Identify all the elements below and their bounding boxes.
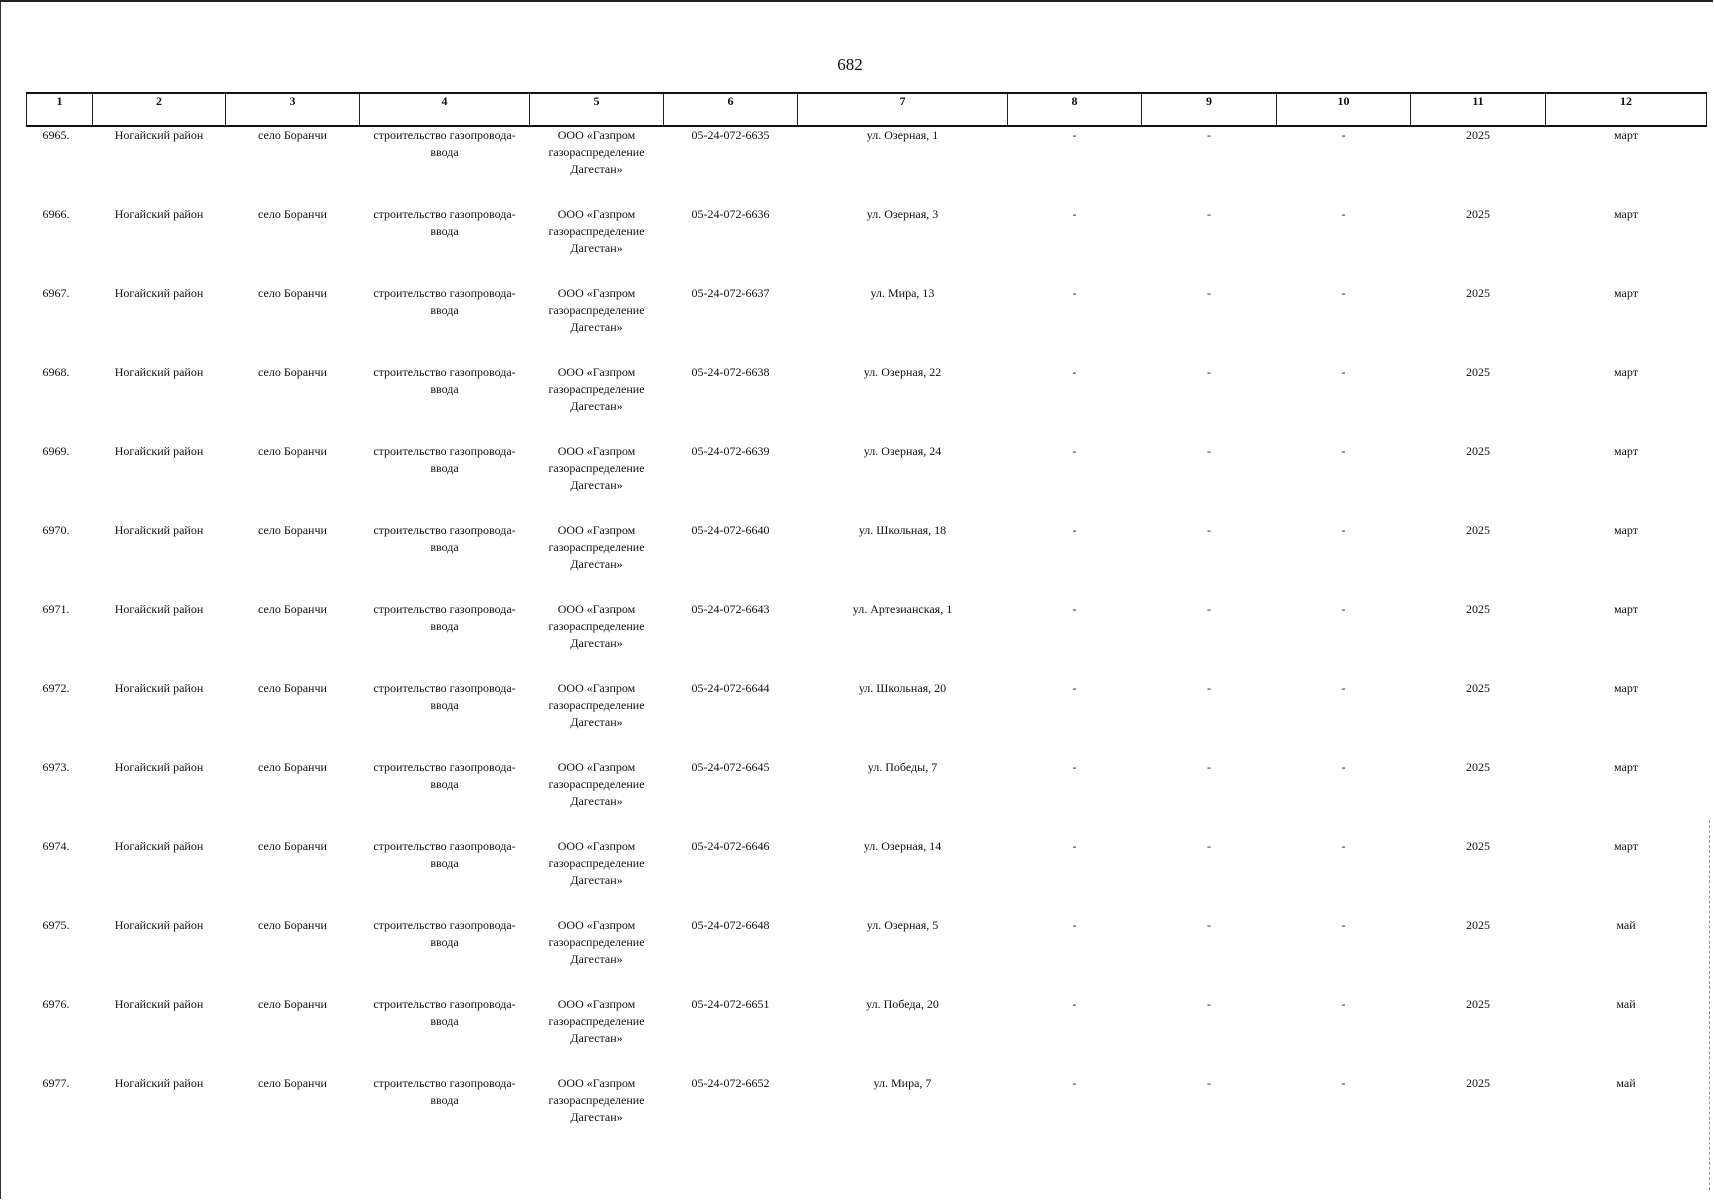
district-cell: Ногайский район	[114, 918, 204, 932]
row-number: 6971.	[42, 602, 70, 616]
village-cell: село Боранчи	[258, 760, 327, 774]
column-8-cell: -	[1072, 286, 1077, 300]
organization-cell: ООО «Газпром газораспределение Дагестан»	[548, 681, 645, 729]
object-code-cell: 05-24-072-6645	[691, 760, 770, 774]
address-cell: ул. Озерная, 1	[866, 128, 939, 142]
object-code-cell: 05-24-072-6652	[691, 1076, 770, 1090]
year-cell: 2025	[1466, 918, 1490, 932]
month-cell: март	[1614, 444, 1638, 458]
column-9-cell: -	[1207, 286, 1211, 300]
column-8-cell: -	[1072, 207, 1077, 221]
column-10-cell: -	[1341, 207, 1346, 221]
row-number: 6972.	[42, 681, 70, 695]
column-10-cell: -	[1341, 602, 1346, 616]
column-9-cell: -	[1207, 523, 1211, 537]
table-row	[27, 996, 1707, 1075]
work-type-cell: строительство газопровода-ввода	[373, 602, 516, 633]
organization-cell: ООО «Газпром газораспределение Дагестан»	[548, 760, 645, 808]
column-number-row	[27, 93, 1707, 126]
column-10-cell: -	[1341, 444, 1346, 458]
row-number: 6966.	[42, 207, 70, 221]
column-9-cell: -	[1207, 602, 1211, 616]
column-header: 11	[1411, 93, 1546, 126]
column-8-cell: -	[1072, 128, 1077, 142]
district-cell: Ногайский район	[114, 128, 204, 142]
column-8-cell: -	[1072, 839, 1077, 853]
month-cell: март	[1614, 523, 1638, 537]
object-code-cell: 05-24-072-6646	[691, 839, 770, 853]
village-cell: село Боранчи	[258, 602, 327, 616]
table-row	[27, 522, 1707, 601]
column-9-cell: -	[1207, 444, 1211, 458]
column-header: 12	[1546, 93, 1707, 126]
column-10-cell: -	[1341, 760, 1346, 774]
column-header: 3	[226, 93, 360, 126]
address-cell: ул. Озерная, 24	[863, 444, 942, 458]
month-cell: май	[1616, 997, 1636, 1011]
work-type-cell: строительство газопровода-ввода	[373, 997, 516, 1028]
row-number: 6977.	[42, 1076, 70, 1090]
column-header: 1	[27, 93, 93, 126]
month-cell: март	[1614, 286, 1638, 300]
column-9-cell: -	[1207, 918, 1211, 932]
table-row	[27, 838, 1707, 917]
district-cell: Ногайский район	[114, 365, 204, 379]
column-9-cell: -	[1207, 365, 1211, 379]
year-cell: 2025	[1466, 444, 1490, 458]
district-cell: Ногайский район	[114, 207, 204, 221]
village-cell: село Боранчи	[258, 918, 327, 932]
object-code-cell: 05-24-072-6637	[691, 286, 770, 300]
object-code-cell: 05-24-072-6640	[691, 523, 770, 537]
village-cell: село Боранчи	[258, 365, 327, 379]
village-cell: село Боранчи	[258, 444, 327, 458]
object-code-cell: 05-24-072-6643	[691, 602, 770, 616]
village-cell: село Боранчи	[258, 839, 327, 853]
column-8-cell: -	[1072, 997, 1077, 1011]
work-type-cell: строительство газопровода-ввода	[373, 207, 516, 238]
column-header: 8	[1008, 93, 1142, 126]
row-number: 6970.	[42, 523, 70, 537]
row-number: 6974.	[42, 839, 70, 853]
month-cell: май	[1616, 918, 1636, 932]
object-code-cell: 05-24-072-6635	[691, 128, 770, 142]
organization-cell: ООО «Газпром газораспределение Дагестан»	[548, 1076, 645, 1124]
address-cell: ул. Артезианская, 1	[852, 602, 953, 616]
row-number: 6967.	[42, 286, 70, 300]
village-cell: село Боранчи	[258, 681, 327, 695]
column-header: 10	[1277, 93, 1411, 126]
row-number: 6975.	[42, 918, 70, 932]
column-10-cell: -	[1341, 128, 1346, 142]
district-cell: Ногайский район	[114, 523, 204, 537]
table-row	[27, 759, 1707, 838]
address-cell: ул. Озерная, 14	[863, 839, 942, 853]
year-cell: 2025	[1466, 286, 1490, 300]
table-row	[27, 285, 1707, 364]
table-row	[27, 601, 1707, 680]
district-cell: Ногайский район	[114, 681, 204, 695]
district-cell: Ногайский район	[114, 839, 204, 853]
year-cell: 2025	[1466, 760, 1490, 774]
month-cell: март	[1614, 681, 1638, 695]
month-cell: май	[1616, 1076, 1636, 1090]
column-8-cell: -	[1072, 918, 1077, 932]
table-row	[27, 126, 1707, 206]
organization-cell: ООО «Газпром газораспределение Дагестан»	[548, 997, 645, 1045]
organization-cell: ООО «Газпром газораспределение Дагестан»	[548, 128, 645, 176]
month-cell: март	[1614, 365, 1638, 379]
column-10-cell: -	[1341, 1076, 1346, 1090]
table-row	[27, 364, 1707, 443]
object-code-cell: 05-24-072-6644	[691, 681, 770, 695]
village-cell: село Боранчи	[258, 128, 327, 142]
work-type-cell: строительство газопровода-ввода	[373, 128, 516, 159]
year-cell: 2025	[1466, 602, 1490, 616]
month-cell: март	[1614, 602, 1638, 616]
row-number: 6973.	[42, 760, 70, 774]
table-row	[27, 917, 1707, 996]
row-number: 6968.	[42, 365, 70, 379]
register-table	[26, 92, 1707, 1154]
column-10-cell: -	[1341, 286, 1346, 300]
organization-cell: ООО «Газпром газораспределение Дагестан»	[548, 918, 645, 966]
column-10-cell: -	[1341, 839, 1346, 853]
column-header: 5	[530, 93, 664, 126]
address-cell: ул. Озерная, 22	[863, 365, 942, 379]
village-cell: село Боранчи	[258, 207, 327, 221]
column-8-cell: -	[1072, 444, 1077, 458]
year-cell: 2025	[1466, 839, 1490, 853]
column-10-cell: -	[1341, 918, 1346, 932]
year-cell: 2025	[1466, 681, 1490, 695]
column-9-cell: -	[1207, 207, 1211, 221]
village-cell: село Боранчи	[258, 1076, 327, 1090]
address-cell: ул. Мира, 13	[870, 286, 935, 300]
organization-cell: ООО «Газпром газораспределение Дагестан»	[548, 839, 645, 887]
object-code-cell: 05-24-072-6636	[691, 207, 770, 221]
month-cell: март	[1614, 760, 1638, 774]
column-header: 6	[664, 93, 798, 126]
address-cell: ул. Озерная, 5	[866, 918, 939, 932]
village-cell: село Боранчи	[258, 997, 327, 1011]
organization-cell: ООО «Газпром газораспределение Дагестан»	[548, 207, 645, 255]
column-header: 7	[798, 93, 1008, 126]
column-8-cell: -	[1072, 523, 1077, 537]
organization-cell: ООО «Газпром газораспределение Дагестан»	[548, 602, 645, 650]
month-cell: март	[1614, 128, 1638, 142]
work-type-cell: строительство газопровода-ввода	[373, 839, 516, 870]
column-header: 4	[360, 93, 530, 126]
work-type-cell: строительство газопровода-ввода	[373, 918, 516, 949]
year-cell: 2025	[1466, 523, 1490, 537]
month-cell: март	[1614, 207, 1638, 221]
work-type-cell: строительство газопровода-ввода	[373, 681, 516, 712]
page-number: 682	[837, 55, 863, 74]
work-type-cell: строительство газопровода-ввода	[373, 1076, 516, 1107]
column-header: 9	[1142, 93, 1277, 126]
column-10-cell: -	[1341, 365, 1346, 379]
address-cell: ул. Победы, 7	[867, 760, 938, 774]
district-cell: Ногайский район	[114, 286, 204, 300]
column-8-cell: -	[1072, 760, 1077, 774]
district-cell: Ногайский район	[114, 444, 204, 458]
row-number: 6969.	[42, 444, 70, 458]
address-cell: ул. Школьная, 18	[858, 523, 947, 537]
column-9-cell: -	[1207, 760, 1211, 774]
column-10-cell: -	[1341, 681, 1346, 695]
table-body	[27, 126, 1707, 1154]
month-cell: март	[1614, 839, 1638, 853]
column-10-cell: -	[1341, 997, 1346, 1011]
object-code-cell: 05-24-072-6651	[691, 997, 770, 1011]
column-9-cell: -	[1207, 1076, 1211, 1090]
column-9-cell: -	[1207, 681, 1211, 695]
column-9-cell: -	[1207, 839, 1211, 853]
table-row	[27, 680, 1707, 759]
work-type-cell: строительство газопровода-ввода	[373, 760, 516, 791]
organization-cell: ООО «Газпром газораспределение Дагестан»	[548, 523, 645, 571]
table-row	[27, 206, 1707, 285]
table-row	[27, 1075, 1707, 1154]
column-9-cell: -	[1207, 128, 1211, 142]
village-cell: село Боранчи	[258, 523, 327, 537]
address-cell: ул. Мира, 7	[873, 1076, 932, 1090]
object-code-cell: 05-24-072-6639	[691, 444, 770, 458]
year-cell: 2025	[1466, 1076, 1490, 1090]
district-cell: Ногайский район	[114, 760, 204, 774]
scan-edge-marks	[1707, 820, 1710, 1190]
year-cell: 2025	[1466, 365, 1490, 379]
work-type-cell: строительство газопровода-ввода	[373, 365, 516, 396]
column-8-cell: -	[1072, 602, 1077, 616]
address-cell: ул. Победа, 20	[866, 997, 939, 1011]
work-type-cell: строительство газопровода-ввода	[373, 523, 516, 554]
column-8-cell: -	[1072, 681, 1077, 695]
address-cell: ул. Озерная, 3	[866, 207, 939, 221]
object-code-cell: 05-24-072-6638	[691, 365, 770, 379]
column-9-cell: -	[1207, 997, 1211, 1011]
district-cell: Ногайский район	[114, 602, 204, 616]
work-type-cell: строительство газопровода-ввода	[373, 286, 516, 317]
row-number: 6976.	[42, 997, 70, 1011]
table-row	[27, 443, 1707, 522]
year-cell: 2025	[1466, 207, 1490, 221]
year-cell: 2025	[1466, 997, 1490, 1011]
district-cell: Ногайский район	[114, 1076, 204, 1090]
row-number: 6965.	[42, 128, 70, 142]
object-code-cell: 05-24-072-6648	[691, 918, 770, 932]
organization-cell: ООО «Газпром газораспределение Дагестан»	[548, 286, 645, 334]
column-8-cell: -	[1072, 365, 1077, 379]
work-type-cell: строительство газопровода-ввода	[373, 444, 516, 475]
organization-cell: ООО «Газпром газораспределение Дагестан»	[548, 444, 645, 492]
village-cell: село Боранчи	[258, 286, 327, 300]
organization-cell: ООО «Газпром газораспределение Дагестан»	[548, 365, 645, 413]
column-10-cell: -	[1341, 523, 1346, 537]
column-header: 2	[93, 93, 226, 126]
district-cell: Ногайский район	[114, 997, 204, 1011]
address-cell: ул. Школьная, 20	[858, 681, 947, 695]
column-8-cell: -	[1072, 1076, 1077, 1090]
year-cell: 2025	[1466, 128, 1490, 142]
